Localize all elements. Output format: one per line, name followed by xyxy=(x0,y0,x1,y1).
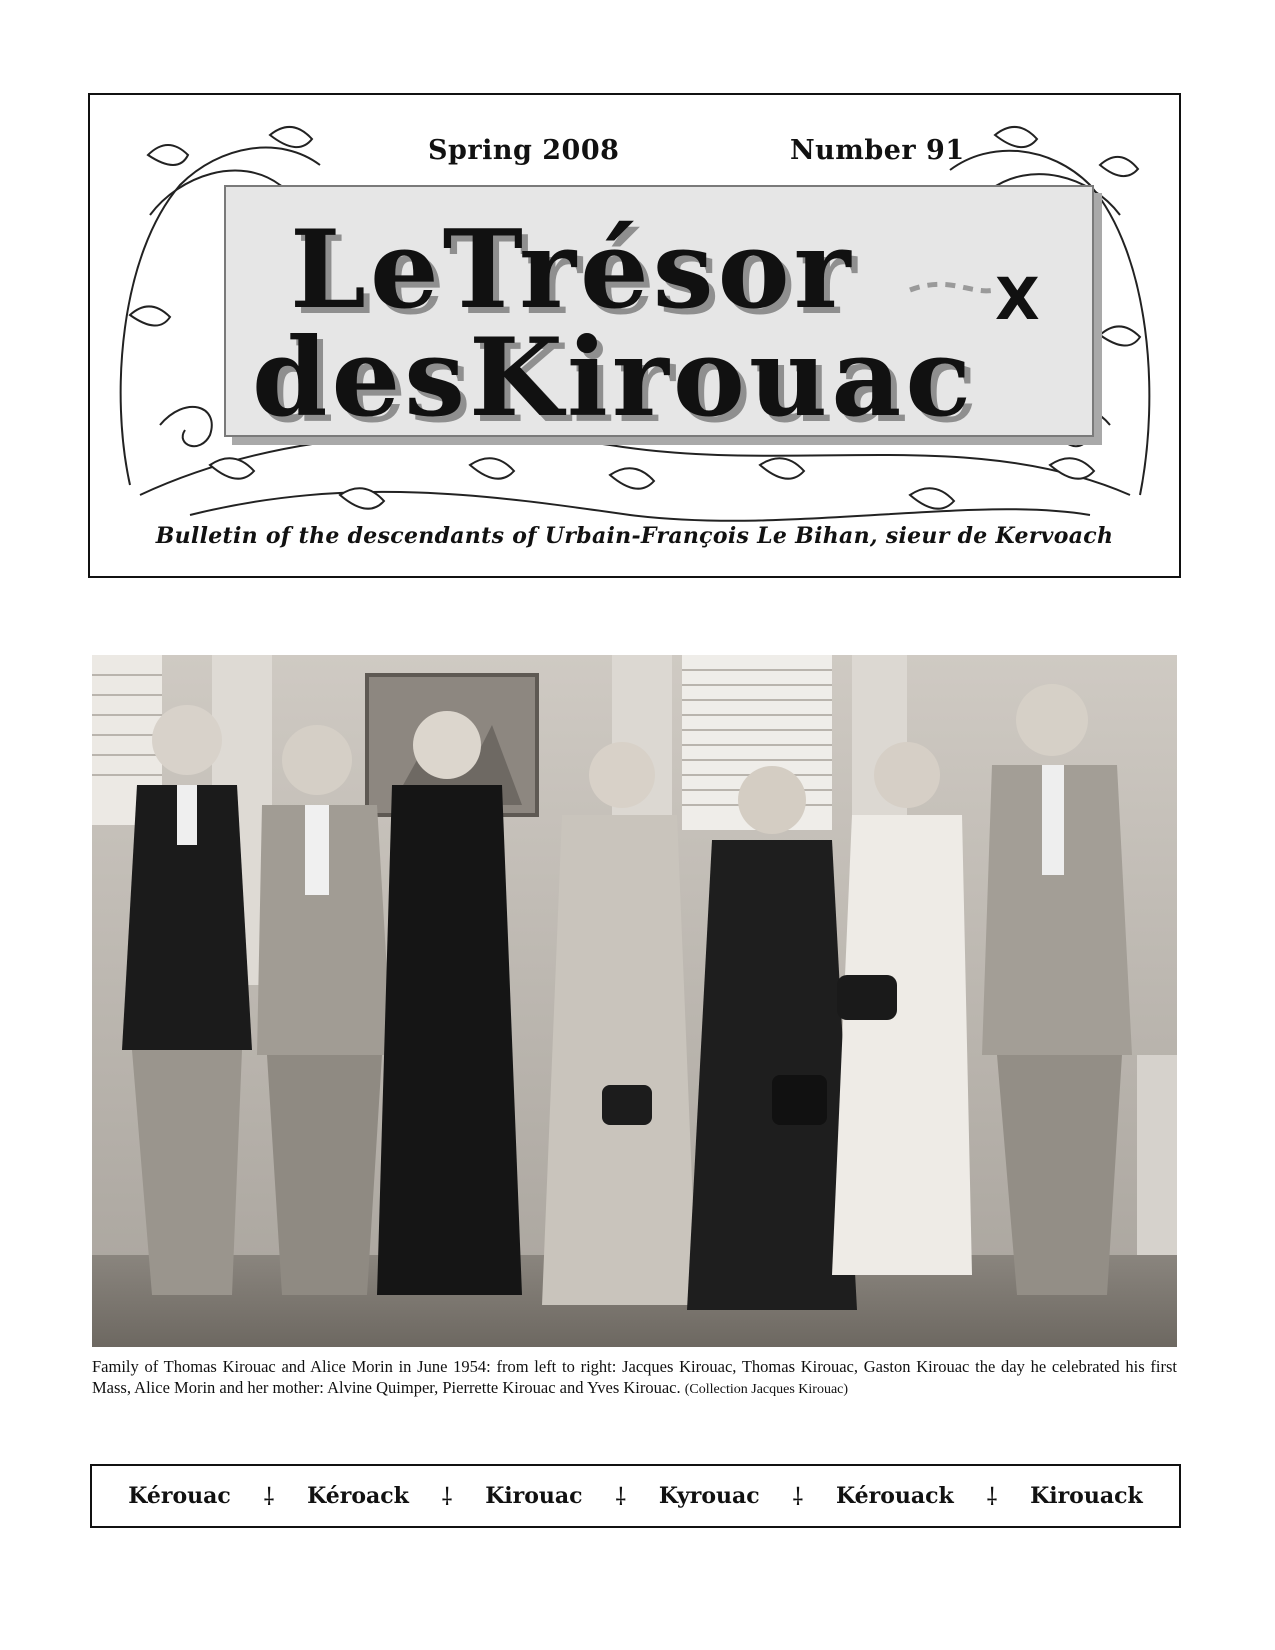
title-line-1: LeTrésor xyxy=(290,207,855,333)
family-photo xyxy=(92,655,1177,1347)
surname-variant: Kirouack xyxy=(1030,1483,1143,1509)
surname-variant: Kyrouac xyxy=(658,1483,760,1509)
photo-caption xyxy=(92,1356,1177,1400)
map-x-mark: X xyxy=(995,265,1040,333)
ermine-icon: ⸸ xyxy=(792,1482,804,1511)
surname-variant: Kérouac xyxy=(128,1483,231,1509)
issue-number: Number 91 xyxy=(790,135,965,166)
masthead-tagline: Bulletin of the descendants of Urbain-François Le Bihan, sieur de Kervoach xyxy=(155,523,1114,549)
masthead xyxy=(88,93,1181,578)
ermine-icon: ⸸ xyxy=(615,1482,627,1511)
caption-text: Family of Thomas Kirouac and Alice Morin in June 1954: from left to right: Jacques Kirouac, Thomas Kirouac, Gaston Kirouac the day he celebrated his first Mass, Alice Morin and her mother: Alvine Quimper, Pierrette Kirouac and Yves Kirouac. xyxy=(92,1357,1177,1397)
title-line-2: desKirouac xyxy=(252,315,976,441)
ermine-icon: ⸸ xyxy=(441,1482,453,1511)
surname-variant: Kérouack xyxy=(836,1483,954,1509)
issue-season: Spring 2008 xyxy=(428,135,620,166)
surname-variant: Kéroack xyxy=(307,1483,409,1509)
ermine-icon: ⸸ xyxy=(986,1482,998,1511)
surname-variant: Kirouac xyxy=(485,1483,583,1509)
caption-credit: (Collection Jacques Kirouac) xyxy=(684,1382,849,1397)
ermine-icon: ⸸ xyxy=(263,1482,275,1511)
surname-variants-band xyxy=(90,1464,1181,1528)
family-photo-illustration xyxy=(92,655,1177,1347)
